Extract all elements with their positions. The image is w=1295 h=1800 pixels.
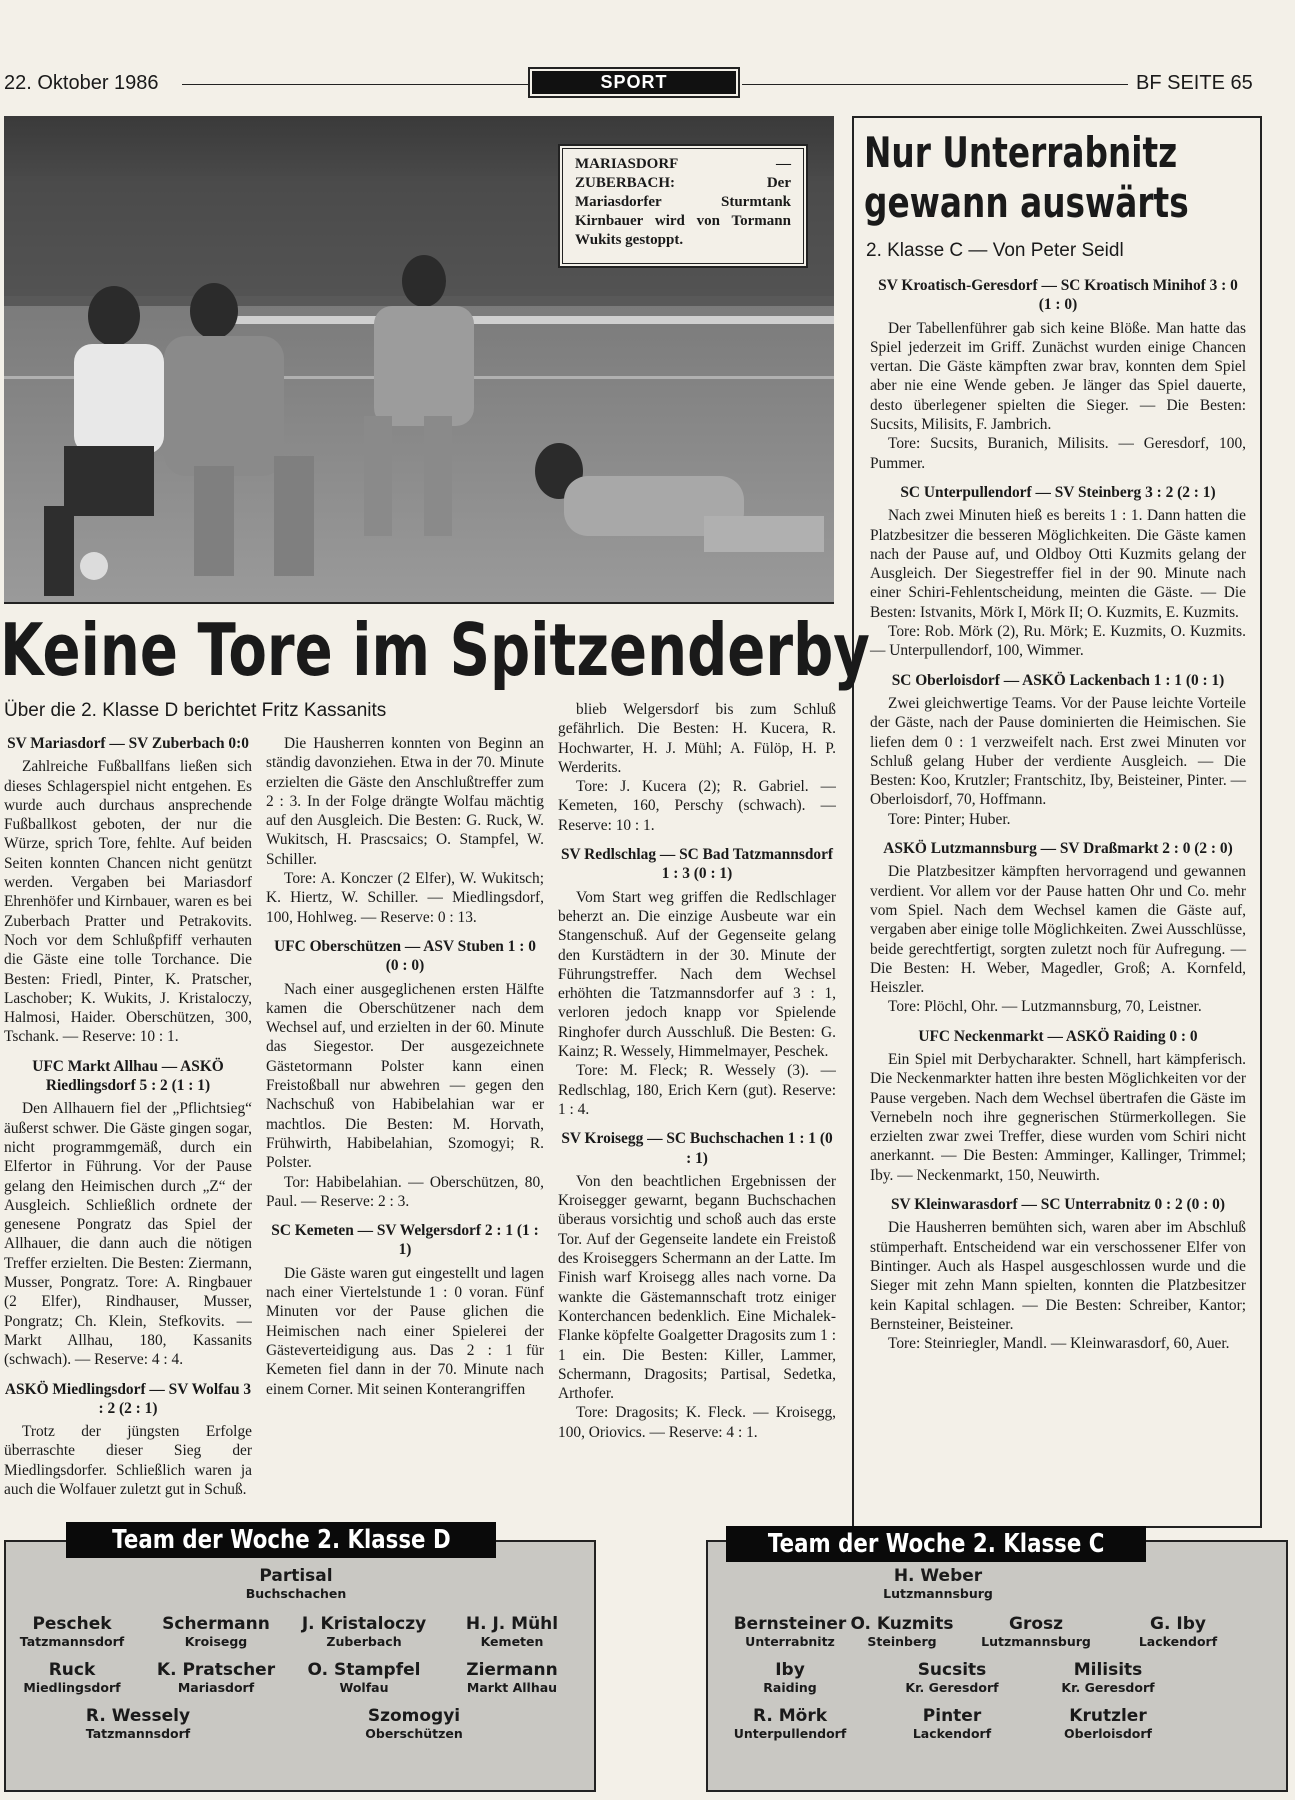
player-club: Miedlingsdorf bbox=[23, 1680, 121, 1695]
right-headline-line2: gewann auswärts bbox=[864, 178, 1189, 227]
photo-caption-box bbox=[558, 144, 808, 268]
header-rule-right bbox=[742, 84, 1128, 85]
article-paragraph: Von den beachtlichen Ergebnissen der Kroisegger gewarnt, begann Buchschachen überaus vorsichtig und schoß auch das erste Tor. Auf der Gegenseite landete ein Freistoß des Kroiseggers Schermann an der Latte. Im Finish warf Kroisegg alles nach vorne. Da wankte die Gästemannschaft trotz einiger Konterchancen bedenklich. Eine Michalek-Flanke köpfelte Goalgetter Dragosits zum 1 : 1 ein. Die Besten: Killer, Lammer, Schermann, Dragosits; Partisal, Sedetka, Arthofer. bbox=[558, 1172, 836, 1403]
team-player bbox=[206, 1566, 386, 1601]
team-c-title bbox=[726, 1526, 1146, 1562]
team-player bbox=[862, 1706, 1042, 1741]
issue-date: 22. Oktober 1986 bbox=[4, 72, 159, 94]
match-heading: SV Kroisegg — SC Buchschachen 1 : 1 (0 : 1) bbox=[561, 1130, 833, 1167]
article-paragraph: Die Hausherren konnten von Beginn an ständig davonziehen. Etwa in der 70. Minute erzielten die Gäste den Anschlußtreffer zum 2 : 3. In der Folge drängte Wolfau mächtig auf den Ausgleich. Die Besten: G. Ruck, W. Wukitsch, H. Prascsaics; O. Stampfel, W. Schiller. bbox=[266, 735, 544, 868]
page-number: BF SEITE 65 bbox=[1136, 72, 1253, 94]
player-club: Mariasdorf bbox=[177, 1680, 255, 1695]
match-heading: SC Unterpullendorf — SV Steinberg 3 : 2 (2 : 1) bbox=[900, 483, 1216, 501]
team-player bbox=[700, 1660, 880, 1695]
team-player bbox=[324, 1706, 504, 1741]
left-article-column-2 bbox=[266, 734, 544, 1532]
player-club: Oberloisdorf bbox=[1064, 1726, 1152, 1741]
right-headline bbox=[864, 128, 1189, 228]
player-club: Oberschützen bbox=[365, 1726, 463, 1741]
article-paragraph: Vom Start weg griffen die Redlschlager beherzt an. Die einzige Ausbeute war ein Stangenschuß. Auf der Gegenseite gelang den Kurstädtern in der 30. Minute der Führungstreffer. Nach dem Wechsel erhöhten die Tatzmannsdorfer auf 3 : 1, verloren jedoch knapp vor Spielende Ringhofer durch Ausschluß. Die Besten: G. Kainz; R. Wessely, Himmelmayer, Peschek. bbox=[558, 888, 836, 1061]
article-paragraph: Zahlreiche Fußballfans ließen sich dieses Schlagerspiel nicht entgehen. Es wurde auch durchaus ansprechende Fußballkost geboten, der nur die Würze, sprich Tore, fehlte. Auf beiden Seiten konnten Chancen nicht genützt werden. Vergaben bei Mariasdorf Ehrenhöfer und Kirnbauer, waren es bei Zuberbach Pratter und Petrakovits. Noch vor dem Schlußpfiff verhauten die Gäste eine tolle Torchance. Die Besten: Friedl, Pinter, K. Pratscher, Laschober; K. Wukits, J. Kristaloczy, Halmosi, Haider. Oberschützen, 300, Tschank. — Reserve: 10 : 1. bbox=[4, 758, 252, 1046]
match-heading: UFC Oberschützen — ASV Stuben 1 : 0 (0 : 0) bbox=[274, 937, 536, 975]
article-paragraph: Tore: J. Kucera (2); R. Gabriel. — Kemeten, 160, Perschy (schwach). — Reserve: 10 : 1. bbox=[558, 778, 836, 834]
team-player bbox=[1018, 1660, 1198, 1695]
article-paragraph: Nach zwei Minuten hieß es bereits 1 : 1. Dann hatten die Platzbesitzer die besseren Möglichkeiten. Die Gäste kamen nach der Pause auf, und Oldboy Otti Kuzmits gelang der Ausgleich. Der Siegestreffer fiel in der 90. Minute nach einer Schiri-Fehlentscheidung, meinten die Gäste. — Die Besten: Istvanits, Mörk I, Mörk II; O. Kuzmits, E. Kuzmits. bbox=[870, 507, 1246, 621]
article-paragraph: Ein Spiel mit Derbycharakter. Schnell, hart kämpferisch. Die Neckenmarkter hatten ihre besten Möglichkeiten vor der Pause vergeben. Nach dem Wechsel übertrafen die Gäste im Vernebeln noch ihre gegnerischen Stürmerkollegen. Sie erzielten zwar zwei Treffer, diese wurden vom Schiri nicht anerkannt. — Die Besten: Amminger, Kallinger, Trimmel; Iby. — Neckenmarkt, 150, Neuwirth. bbox=[870, 1050, 1246, 1184]
match-heading: SV Redlschlag — SC Bad Tatzmannsdorf 1 : 3 (0 : 1) bbox=[560, 846, 834, 883]
article-paragraph: Der Tabellenführer gab sich keine Blöße. Man hatte das Spiel jederzeit im Griff. Zunächst wurden einige Chancen vertan. Die Gäste kämpften zwar brav, konnten dem Spiel aber nie eine Wende geben. Je länger das Spiel dauerte, desto überlegener spielten die Sieger. — Die Besten: Sucsits, Milisits, F. Jambrich. bbox=[870, 319, 1246, 434]
team-player bbox=[422, 1660, 602, 1695]
player-club: Zuberbach bbox=[326, 1634, 402, 1649]
right-article-column bbox=[866, 276, 1250, 1520]
player-club: Kemeten bbox=[480, 1634, 544, 1649]
player-club: Lutzmannsburg bbox=[883, 1586, 993, 1601]
left-headline: Keine Tore im Spitzenderby bbox=[0, 608, 870, 692]
article-paragraph: blieb Welgersdorf bis zum Schluß gefährlich. Die Besten: H. Kucera, R. Hochwarter, H. J. Mühl; A. Fülöp, H. P. Werderits. bbox=[558, 701, 836, 776]
article-paragraph: Tore: Rob. Mörk (2), Ru. Mörk; E. Kuzmits, O. Kuzmits. — Unterpullendorf, 100, Wimmer. bbox=[870, 623, 1246, 660]
player-club: Unterrabnitz bbox=[745, 1634, 835, 1649]
section-label-text: SPORT bbox=[532, 71, 736, 94]
article-paragraph: Tore: Pinter; Huber. bbox=[888, 810, 1011, 828]
article-paragraph: Tore: Plöchl, Ohr. — Lutzmannsburg, 70, Leistner. bbox=[888, 998, 1202, 1016]
player-name: R. Mörk bbox=[752, 1706, 828, 1726]
match-heading: SV Mariasdorf — SV Zuberbach 0:0 bbox=[7, 735, 249, 752]
article-paragraph: Die Hausherren bemühten sich, waren aber im Abschluß stümperhaft. Entscheidend war ein verschossener Elfer von Bintinger. Auch als Haspel ausgeschlossen wurde und die Sieger mit zehn Mann spielten, konnten die Platzbesitzer kein Kapital schlagen. — Die Besten: Schreiber, Kantor; Bernsteiner, Beisteiner. bbox=[870, 1219, 1246, 1333]
player-name: Grosz bbox=[1008, 1614, 1064, 1634]
left-article-column-3 bbox=[558, 700, 836, 1532]
player-club: Unterpullendorf bbox=[733, 1726, 847, 1741]
player-name: G. Iby bbox=[1150, 1614, 1206, 1634]
player-name: O. Kuzmits bbox=[850, 1614, 954, 1634]
team-d-title-text: Team der Woche 2. Klasse D bbox=[111, 1525, 451, 1555]
match-heading: UFC Neckenmarkt — ASKÖ Raiding 0 : 0 bbox=[918, 1027, 1198, 1045]
article-paragraph: Den Allhauern fiel der „Pflichtsieg“ äußerst schwer. Die Gäste gingen sogar, nicht programmgemäß, durch ein Elfertor in Führung. Vor der Pause gelang den Heimischen durch „Z“ der Ausgleich. Schließlich ordnete der genesene Pongratz das Spiel der Allhauer, die dann auch die nötigen Treffer erzielten. Die Besten: Ziermann, Musser, Pongratz. Tore: A. Ringbauer (2 Elfer), Rindhauser, Musser, Pongratz; Ch. Klein, Stefkovits. — Markt Allhau, 180, Kassanits (schwach). — Reserve: 4 : 4. bbox=[4, 1100, 252, 1369]
player-name: Bernsteiner bbox=[733, 1614, 847, 1634]
article-paragraph: Die Platzbesitzer kämpften hervorragend und gewannen verdient. Vor allem vor der Pause hatten Ohr und Co. mehr vom Spiel. Nach dem Wechsel kamen die Gäste auf, vergaben aber einige tolle Möglichkeiten. Zwei Ausschlüsse, beide gerechtfertigt, sorgten zuletzt noch für Aufregung. — Die Besten: H. Weber, Magedler, Groß; A. Kornfeld, Heiszler. bbox=[870, 863, 1246, 997]
player-name: Szomogyi bbox=[367, 1706, 461, 1726]
article-paragraph: Tore: Steinriegler, Mandl. — Kleinwarasdorf, 60, Auer. bbox=[888, 1335, 1230, 1353]
player-club: Kr. Geresdorf bbox=[1061, 1680, 1155, 1695]
team-of-week-c bbox=[706, 1529, 1288, 1792]
team-player bbox=[862, 1660, 1042, 1695]
article-paragraph: Die Gäste waren gut eingestellt und lagen nach einer Viertelstunde 1 : 0 voran. Fünf Minuten vor der Pause glichen die Heimischen nach einer Spielerei der Gästeverteidigung aus. Das 2 : 1 für Kemeten fiel dann in der 70. Minute nach einem Corner. Mit seinen Konterangriffen bbox=[266, 1264, 544, 1398]
player-name: O. Stampfel bbox=[307, 1660, 421, 1680]
team-d-title bbox=[66, 1522, 496, 1558]
player-club: Lutzmannsburg bbox=[981, 1634, 1091, 1649]
player-club: Kr. Geresdorf bbox=[905, 1680, 999, 1695]
match-heading: SV Kroatisch-Geresdorf — SC Kroatisch Minihof 3 : 0 (1 : 0) bbox=[878, 277, 1238, 314]
left-article-column-1 bbox=[4, 734, 252, 1532]
player-name: Pinter bbox=[922, 1706, 982, 1726]
article-paragraph: Tore: Sucsits, Buranich, Milisits. — Geresdorf, 100, Pummer. bbox=[870, 435, 1246, 472]
team-c-title-text: Team der Woche 2. Klasse C bbox=[767, 1529, 1105, 1559]
player-name: Ziermann bbox=[466, 1660, 558, 1680]
header-rule-left bbox=[182, 84, 528, 85]
player-name: Peschek bbox=[32, 1614, 112, 1634]
player-club: Buchschachen bbox=[245, 1586, 347, 1601]
article-paragraph: Tor: Habibelahian. — Oberschützen, 80, Paul. — Reserve: 2 : 3. bbox=[266, 1173, 544, 1210]
player-club: Wolfau bbox=[339, 1680, 389, 1695]
right-headline-line1: Nur Unterrabnitz bbox=[864, 128, 1178, 177]
match-heading: ASKÖ Lutzmannsburg — SV Draßmarkt 2 : 0 (2 : 0) bbox=[883, 840, 1233, 858]
match-heading: ASKÖ Miedlingsdorf — SV Wolfau 3 : 2 (2 : 1) bbox=[4, 1380, 252, 1417]
team-player bbox=[422, 1614, 602, 1649]
player-name: R. Wessely bbox=[85, 1706, 191, 1726]
player-club: Tatzmannsdorf bbox=[19, 1634, 125, 1649]
player-name: Milisits bbox=[1073, 1660, 1143, 1680]
player-name: H. Weber bbox=[893, 1566, 983, 1586]
player-club: Lackendorf bbox=[1138, 1634, 1218, 1649]
article-paragraph: Nach einer ausgeglichenen ersten Hälfte kamen die Oberschützener nach dem Wechsel auf, und erzielten in der 60. Minute das Siegestor. Der ausgezeichnete Gästetormann Polster kann einen Freistoßball nur abwehren — gegen den Nachschuß von Habibelahian war er machtlos. Die Besten: M. Horvath, Frühwirth, Habibelahian, Szomogyi; R. Polster. bbox=[266, 980, 544, 1172]
team-player bbox=[848, 1566, 1028, 1601]
player-club: Kroisegg bbox=[184, 1634, 248, 1649]
player-name: Schermann bbox=[162, 1614, 270, 1634]
player-name: H. J. Mühl bbox=[465, 1614, 559, 1634]
team-player bbox=[700, 1706, 880, 1741]
right-byline: 2. Klasse C — Von Peter Seidl bbox=[866, 240, 1124, 261]
player-club: Raiding bbox=[763, 1680, 817, 1695]
player-name: Iby bbox=[775, 1660, 805, 1680]
player-name: Krutzler bbox=[1069, 1706, 1147, 1726]
article-paragraph: Tore: Dragosits; K. Fleck. — Kroisegg, 100, Oriovics. — Reserve: 4 : 1. bbox=[558, 1404, 836, 1441]
team-player bbox=[1088, 1614, 1268, 1649]
player-club: Tatzmannsdorf bbox=[85, 1726, 191, 1741]
article-paragraph: Zwei gleichwertige Teams. Vor der Pause leichte Vorteile der Gäste, nach der Pause dominierten die Heimischen. Sie liefen dem 0 : 1 verzweifelt nach. Erst zwei Minuten vor Schluß gelang Huber der verdiente Ausgleich. — Die Besten: Koo, Krutzler; Frantschitz, Iby, Beisteiner, Pinter. — Oberloisdorf, 70, Hoffmann. bbox=[870, 694, 1246, 809]
player-name: Partisal bbox=[259, 1566, 333, 1586]
article-paragraph: Tore: A. Konczer (2 Elfer), W. Wukitsch; K. Hiertz, W. Schiller. — Miedlingsdorf, 100, Hohlweg. — Reserve: 0 : 13. bbox=[266, 870, 544, 926]
article-paragraph: Trotz der jüngsten Erfolge überraschte dieser Sieg der Miedlingsdorfer. Schließlich waren ja auch die Wolfauer zuletzt gut in Schuß. bbox=[4, 1423, 252, 1498]
left-byline: Über die 2. Klasse D berichtet Fritz Kassanits bbox=[4, 700, 387, 721]
match-heading: SV Kleinwarasdorf — SC Unterrabnitz 0 : 2 (0 : 0) bbox=[890, 1196, 1225, 1214]
photo-caption: MARIASDORF — ZUBERBACH: Der Mariasdorfer Sturmtank Kirnbauer wird von Tormann Wukits gestoppt. bbox=[562, 148, 804, 264]
player-name: J. Kristaloczy bbox=[301, 1614, 427, 1634]
article-paragraph: Tore: M. Fleck; R. Wessely (3). — Redlschlag, 180, Erich Kern (gut). Reserve: 1 : 4. bbox=[558, 1062, 836, 1118]
team-player bbox=[48, 1706, 228, 1741]
match-heading: SC Kemeten — SV Welgersdorf 2 : 1 (1 : 1) bbox=[271, 1222, 539, 1259]
player-club: Steinberg bbox=[867, 1634, 937, 1649]
match-heading: SC Oberloisdorf — ASKÖ Lackenbach 1 : 1 (0 : 1) bbox=[891, 671, 1225, 689]
player-name: Sucsits bbox=[917, 1660, 987, 1680]
player-club: Markt Allhau bbox=[466, 1680, 558, 1695]
match-heading: UFC Markt Allhau — ASKÖ Riedlingsdorf 5 : 2 (1 : 1) bbox=[32, 1057, 224, 1095]
team-player bbox=[1018, 1706, 1198, 1741]
section-label bbox=[528, 67, 740, 98]
player-name: Ruck bbox=[48, 1660, 96, 1680]
player-club: Lackendorf bbox=[912, 1726, 992, 1741]
team-of-week-d bbox=[4, 1525, 596, 1792]
player-name: K. Pratscher bbox=[156, 1660, 276, 1680]
